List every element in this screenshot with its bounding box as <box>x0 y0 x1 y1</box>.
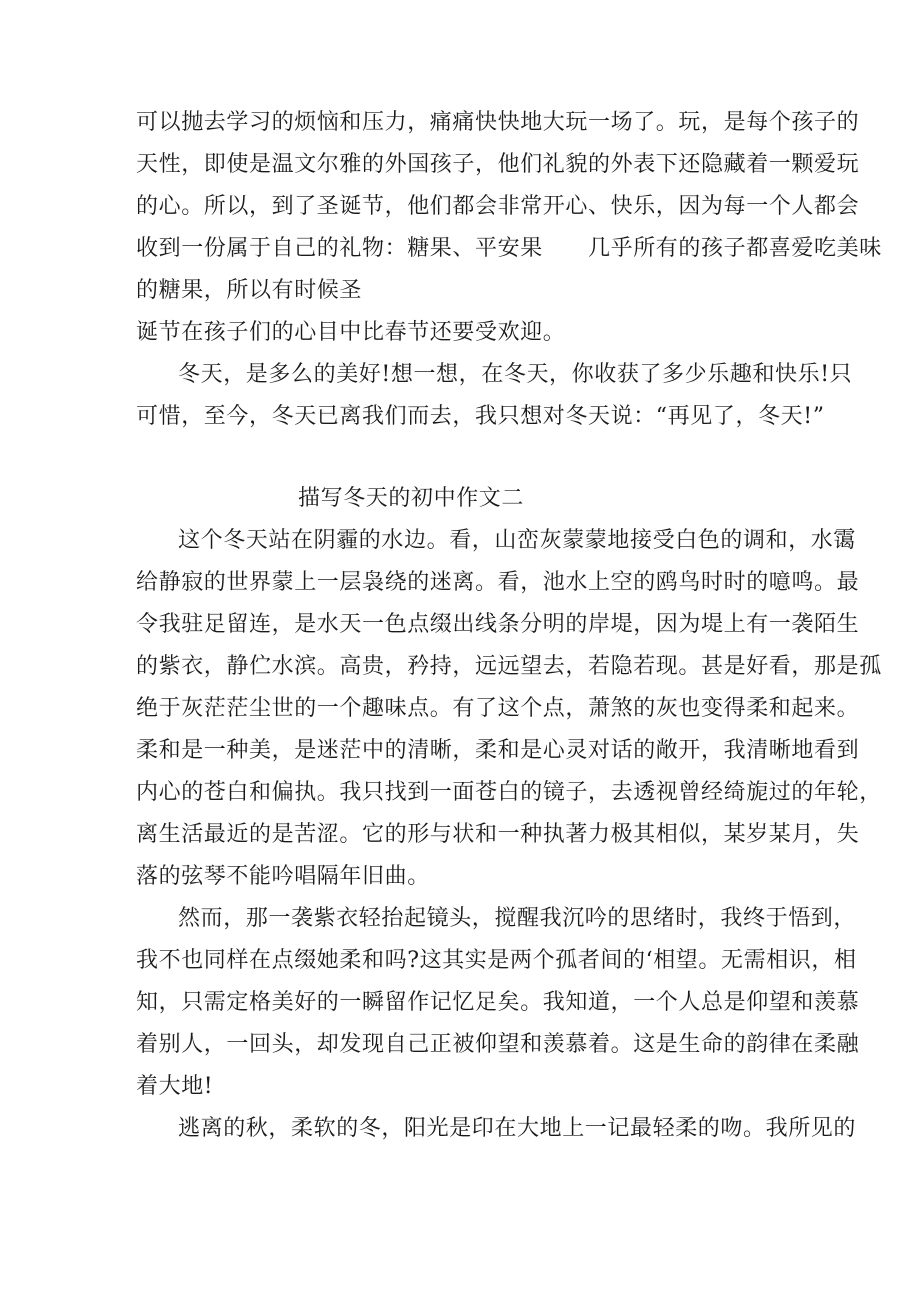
paragraph-start-line: 逃离的秋，柔软的冬，阳光是印在大地上一记最轻柔的吻。我所见的 <box>178 1116 857 1141</box>
text-line: 的紫衣，静伫水滨。高贵，矜持，远远望去，若隐若现。甚是好看，那是孤 <box>136 654 882 679</box>
text-line: 可惜，至今，冬天已离我们而去，我只想对冬天说：“再见了，冬天!” <box>136 404 825 429</box>
text-line: 绝于灰茫茫尘世的一个趣味点。有了这个点，萧煞的灰也变得柔和起来。 <box>136 696 860 721</box>
text-line: 诞节在孩子们的心目中比春节还要受欢迎。 <box>136 320 566 345</box>
text-line: 的心。所以，到了圣诞节，他们都会非常开心、快乐，因为每一个人都会 <box>136 194 860 219</box>
text-line: 收到一份属于自己的礼物：糖果、平安果 几乎所有的孩子都喜爱吃美味 <box>136 236 882 261</box>
text-line: 天性，即使是温文尔雅的外国孩子，他们礼貌的外表下还隐藏着一颗爱玩 <box>136 152 860 177</box>
text-line: 知，只需定格美好的一瞬留作记忆足矣。我知道，一个人总是仰望和羡慕 <box>136 990 860 1015</box>
text-line: 落的弦琴不能吟唱隔年旧曲。 <box>136 864 430 889</box>
text-line: 着别人，一回头，却发现自己正被仰望和羡慕着。这是生命的韵律在柔融 <box>136 1032 860 1057</box>
paragraph-start-line: 然而，那一袭紫衣轻抬起镜头，搅醒我沉吟的思绪时，我终于悟到， <box>178 906 857 931</box>
text-line: 着大地! <box>136 1074 214 1099</box>
text-line: 离生活最近的是苦涩。它的形与状和一种执著力极其相似，某岁某月，失 <box>136 822 860 847</box>
paragraph-start-line: 这个冬天站在阴霾的水边。看，山峦灰蒙蒙地接受白色的调和，水霭 <box>178 528 857 553</box>
text-line: 给静寂的世界蒙上一层袅绕的迷离。看，池水上空的鸥鸟时时的噫鸣。最 <box>136 570 860 595</box>
text-line: 柔和是一种美，是迷茫中的清晰，柔和是心灵对话的敞开，我清晰地看到 <box>136 738 860 763</box>
text-line: 的糖果，所以有时候圣 <box>136 278 363 303</box>
text-line: 令我驻足留连，是水天一色点缀出线条分明的岸堤，因为堤上有一袭陌生 <box>136 612 860 637</box>
text-line: 可以抛去学习的烦恼和压力，痛痛快快地大玩一场了。玩，是每个孩子的 <box>136 110 860 135</box>
section-title: 描写冬天的初中作文二 <box>298 486 525 511</box>
paragraph-start-line: 冬天，是多么的美好!想一想，在冬天，你收获了多少乐趣和快乐!只 <box>178 362 853 387</box>
text-line: 我不也同样在点缀她柔和吗?这其实是两个孤者间的‘相望。无需相识，相 <box>136 948 857 973</box>
text-line: 内心的苍白和偏执。我只找到一面苍白的镜子，去透视曾经绮旎过的年轮， <box>136 780 882 805</box>
